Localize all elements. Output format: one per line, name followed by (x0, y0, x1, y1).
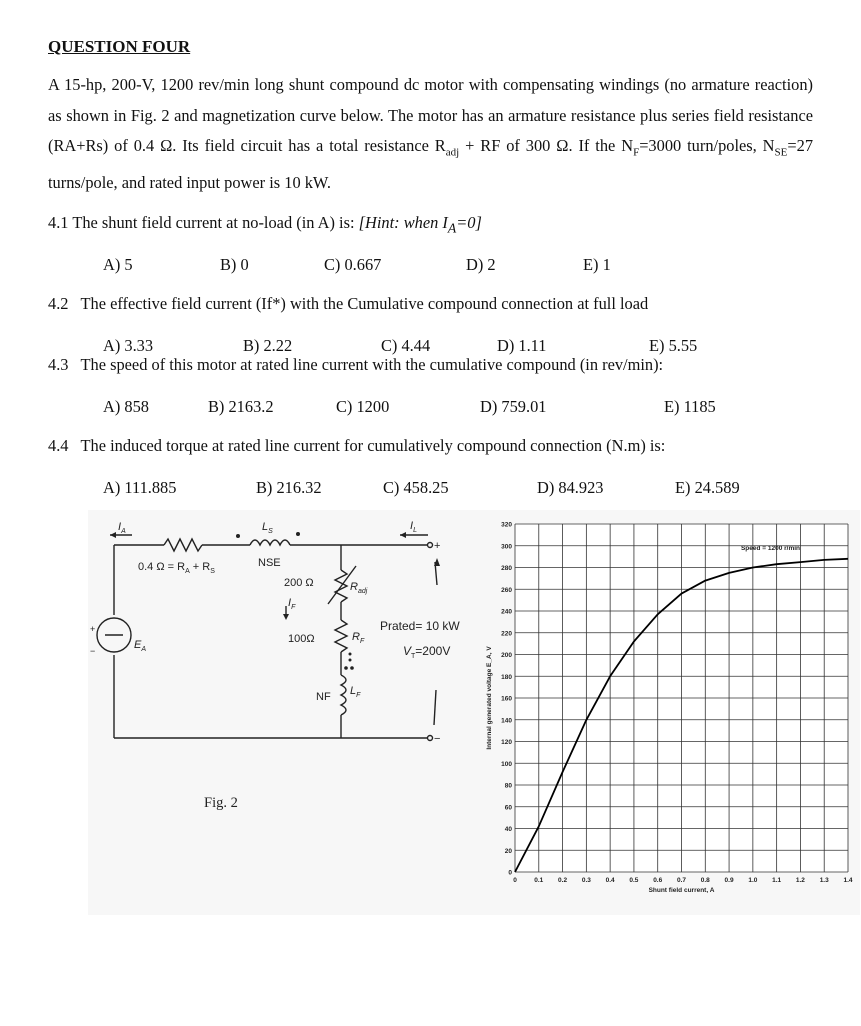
question-4-3 (48, 355, 663, 375)
option-4-4-c[interactable]: C) 458.25 (383, 478, 449, 497)
option-4-3-e[interactable]: E) 1185 (664, 397, 716, 416)
option-4-3-a[interactable]: A) 858 (103, 397, 149, 416)
vt-arrowhead (434, 558, 440, 566)
chart-y-tick-label: 20 (504, 847, 512, 855)
option-4-3-b[interactable]: B) 2163.2 (208, 397, 274, 416)
option-4-2-d[interactable]: D) 1.11 (497, 336, 547, 355)
chart-x-tick-label: 0.2 (558, 877, 568, 884)
label-lf: $L_F$ (350, 685, 361, 699)
circuit-labels (90, 520, 460, 745)
label-200ohm: 200 Ω (284, 577, 314, 589)
chart-y-tick-label: 60 (504, 804, 512, 812)
ia-arrowhead (110, 532, 116, 538)
chart-y-tick-label: 80 (504, 782, 512, 790)
figure-caption: Fig. 2 (204, 795, 238, 811)
circuit-arrowheads (110, 532, 440, 670)
option-4-1-c[interactable]: C) 0.667 (324, 255, 382, 274)
resistor-rf (335, 620, 347, 652)
hint-end: =0] (456, 213, 482, 232)
terminal-minus (428, 736, 433, 741)
chart-y-tick-label: 280 (501, 565, 512, 572)
option-4-3-c[interactable]: C) 1200 (336, 397, 390, 416)
option-4-4-a[interactable]: A) 111.885 (103, 478, 177, 497)
chart-y-tick-label: 180 (501, 673, 512, 681)
intro-text-3: =3000 turn/poles, N (639, 136, 775, 155)
label-minus: − (434, 733, 441, 745)
dot-lf-3 (349, 659, 352, 662)
chart-y-axis-label: Internal generated voltage E_A, V (486, 646, 493, 750)
label-ls: $L_S$ (262, 521, 273, 535)
question-4-4 (48, 436, 665, 456)
intro-text-1: A 15-hp, 200-V, 1200 rev/min long shunt compound dc motor with compensating windings (no armature reaction) as shown in Fig. 2 and magnetization curve below. The motor has an armature resistance plus series field resistance (RA+Rs) of 0.4 Ω. Its field circuit has a total resistance R (48, 75, 813, 155)
chart-x-tick-label: 0.5 (629, 877, 639, 884)
chart-x-tick-label: 1.4 (843, 877, 853, 884)
question-number: 4.2 (48, 294, 69, 313)
chart-y-tick-label: 40 (504, 826, 512, 833)
label-vt: $V_T=200V$ (403, 644, 451, 660)
chart-x-tick-label: 0.9 (724, 877, 734, 884)
chart-y-tick-label: 100 (501, 760, 512, 768)
intro-text-4: =27 turns/pole, and rated input power is 10 kW. (48, 136, 814, 192)
question-text: The speed of this motor at rated line current with the cumulative compound (in rev/min): (80, 355, 664, 374)
question-4-2 (48, 294, 648, 314)
question-text: The shunt field current at no-load (in A) is: (72, 213, 355, 232)
hint-sub: A (447, 220, 457, 236)
question-hint (358, 213, 482, 236)
chart-y-tick-label: 220 (501, 630, 512, 638)
coil-ls (250, 540, 290, 545)
label-plus: + (434, 540, 441, 552)
figure-panel (88, 510, 860, 915)
chart-x-tick-label: 1.2 (795, 877, 805, 884)
chart-y-tick-label: 120 (501, 739, 512, 746)
chart-y-tick-label: 260 (501, 586, 512, 594)
chart-x-tick-label: 1.3 (819, 877, 829, 884)
option-4-1-d[interactable]: D) 2 (466, 255, 496, 274)
chart-annotation: Speed = 1200 r/min (740, 545, 801, 553)
dot-lf-1 (344, 666, 348, 670)
dot-ls-right (296, 532, 300, 536)
option-4-2-c[interactable]: C) 4.44 (381, 336, 431, 355)
label-nf: NF (316, 691, 331, 703)
question-title: QUESTION FOUR (48, 37, 191, 56)
chart-y-tick-label: 200 (501, 652, 512, 659)
label-ea-plus: + (90, 624, 96, 634)
intro-text-2: + RF of 300 Ω. If the N (459, 136, 634, 155)
question-4-1 (48, 213, 482, 236)
chart-x-tick-label: 0.3 (581, 877, 591, 884)
chart-y-tick-label: 300 (501, 543, 512, 551)
resistor-ra-rs (164, 539, 202, 551)
chart-y-tick-label: 240 (501, 608, 512, 616)
intro-sub-2: F (633, 146, 640, 159)
label-nse: NSE (258, 557, 281, 569)
chart-y-tick-label: 320 (501, 521, 512, 529)
label-rf: $R_F$ (352, 631, 365, 645)
label-radj: $R_{adj}$ (350, 581, 368, 595)
chart-x-tick-label: 0.6 (653, 877, 663, 884)
label-ia: $I_A$ (118, 521, 126, 535)
coil-lf (341, 675, 346, 715)
option-4-1-a[interactable]: A) 5 (103, 255, 133, 274)
chart-x-tick-label: 1.0 (748, 877, 758, 884)
option-4-1-e[interactable]: E) 1 (583, 255, 611, 274)
label-il: $I_L$ (410, 520, 417, 534)
option-4-2-a[interactable]: A) 3.33 (103, 336, 154, 355)
option-4-2-e[interactable]: E) 5.55 (649, 336, 698, 355)
option-4-2-b[interactable]: B) 2.22 (243, 336, 293, 355)
chart-x-tick-label: 0.1 (534, 877, 544, 884)
option-4-3-d[interactable]: D) 759.01 (480, 397, 547, 416)
figure-svg (88, 510, 860, 915)
question-intro (48, 70, 813, 198)
question-number: 4.1 (48, 213, 69, 232)
vt-arrow-lower (434, 690, 436, 725)
magnetization-chart (486, 522, 853, 895)
chart-x-tick-label: 0 (513, 877, 517, 884)
dot-ls-left (236, 534, 240, 538)
option-4-4-d[interactable]: D) 84.923 (537, 478, 604, 497)
if-arrowhead (283, 614, 289, 620)
intro-sub-1: adj (445, 146, 460, 159)
dot-lf-4 (349, 653, 352, 656)
label-prated: Prated= 10 kW (380, 619, 460, 633)
chart-y-tick-label: 0 (508, 869, 512, 877)
chart-y-tick-label: 160 (501, 695, 512, 703)
question-number: 4.4 (48, 436, 69, 455)
chart-x-tick-label: 0.4 (605, 877, 615, 884)
question-text: The effective field current (If*) with the Cumulative compound connection at full load (80, 294, 649, 313)
dot-lf-2 (350, 666, 354, 670)
label-ea-minus: − (90, 646, 96, 656)
option-4-4-e[interactable]: E) 24.589 (675, 478, 740, 497)
question-number: 4.3 (48, 355, 69, 374)
terminal-plus (428, 543, 433, 548)
label-if: $I_F$ (288, 597, 296, 611)
option-4-1-b[interactable]: B) 0 (220, 255, 249, 274)
il-arrowhead (400, 532, 406, 538)
label-100ohm: 100Ω (288, 633, 315, 645)
chart-x-tick-label: 0.8 (700, 877, 710, 884)
hint-text: [Hint: when I (358, 213, 448, 232)
intro-sub-3: SE (774, 146, 788, 159)
chart-x-axis-label: Shunt field current, A (648, 887, 715, 894)
question-text: The induced torque at rated line current for cumulatively compound connection (N.m) is: (80, 436, 666, 455)
label-ea: $E_A$ (134, 639, 147, 653)
label-ra-rs: 0.4 $\Omega = R_A + R_S$ (138, 561, 215, 575)
chart-y-tick-label: 140 (501, 717, 512, 725)
option-4-4-b[interactable]: B) 216.32 (256, 478, 322, 497)
chart-x-tick-label: 1.1 (772, 877, 782, 884)
chart-x-tick-label: 0.7 (676, 877, 687, 884)
